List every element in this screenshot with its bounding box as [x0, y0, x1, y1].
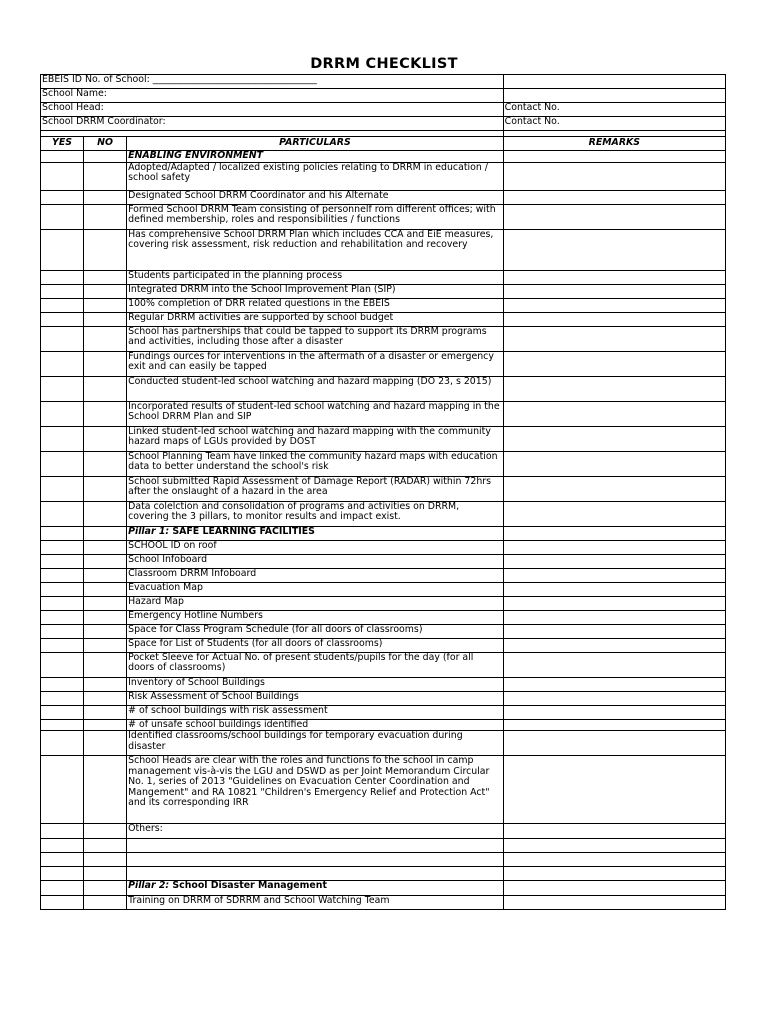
no-cell[interactable]	[84, 652, 127, 677]
checklist-row	[41, 162, 726, 190]
yes-cell[interactable]	[41, 451, 84, 476]
remarks-cell[interactable]	[503, 853, 725, 867]
header-row	[41, 137, 726, 151]
yes-cell[interactable]	[41, 151, 84, 163]
header-remarks: REMARKS	[503, 137, 725, 151]
section-label: Pillar 1:	[128, 526, 170, 537]
yes-cell[interactable]	[41, 376, 84, 401]
no-cell[interactable]	[84, 896, 127, 910]
no-cell[interactable]	[84, 624, 127, 638]
particulars-cell: Students participated in the planning process	[127, 270, 504, 284]
remarks-cell[interactable]	[503, 652, 725, 677]
yes-cell[interactable]	[41, 824, 84, 839]
particulars-cell: Pocket Sleeve for Actual No. of present students/pupils for the day (for all doors of classrooms)	[127, 652, 504, 677]
ebeis-extra-cell[interactable]	[503, 75, 725, 89]
remarks-cell[interactable]	[503, 284, 725, 298]
yes-cell[interactable]	[41, 270, 84, 284]
no-cell[interactable]	[84, 719, 127, 731]
particulars-cell: School Heads are clear with the roles and functions fo the school in camp management vis-à-vis the LGU and DSWD as per Joint Memorandum Circular No. 1, series of 2013 "Guidelines on Evacuation Center Coordination and Mangement" and RA 10821 "Children's Emergency Relief and Protection Act" and its corresponding IRR	[127, 756, 504, 824]
no-cell[interactable]	[84, 501, 127, 526]
yes-cell[interactable]	[41, 326, 84, 351]
section-row	[41, 151, 726, 163]
remarks-cell[interactable]	[503, 204, 725, 229]
no-cell[interactable]	[84, 270, 127, 284]
remarks-cell[interactable]	[503, 526, 725, 540]
remarks-cell[interactable]	[503, 624, 725, 638]
no-cell[interactable]	[84, 451, 127, 476]
remarks-cell[interactable]	[503, 270, 725, 284]
particulars-cell: Fundings ources for interventions in the aftermath of a disaster or emergency exit and can easily be tapped	[127, 351, 504, 376]
page-title: DRRM CHECKLIST	[310, 56, 458, 72]
particulars-cell: # of unsafe school buildings identified	[127, 719, 504, 731]
yes-cell[interactable]	[41, 526, 84, 540]
no-cell[interactable]	[84, 867, 127, 881]
yes-cell[interactable]	[41, 351, 84, 376]
remarks-cell[interactable]	[503, 756, 725, 824]
remarks-cell[interactable]	[503, 351, 725, 376]
no-cell[interactable]	[84, 351, 127, 376]
no-cell[interactable]	[84, 596, 127, 610]
yes-cell[interactable]	[41, 229, 84, 270]
yes-cell[interactable]	[41, 756, 84, 824]
yes-cell[interactable]	[41, 610, 84, 624]
remarks-cell[interactable]	[503, 691, 725, 705]
no-cell[interactable]	[84, 705, 127, 719]
particulars-cell: Integrated DRRM into the School Improvement Plan (SIP)	[127, 284, 504, 298]
particulars-cell	[127, 526, 504, 540]
checklist-row	[41, 719, 726, 731]
checklist-row	[41, 204, 726, 229]
checklist-row	[41, 270, 726, 284]
remarks-cell[interactable]	[503, 719, 725, 731]
checklist-row	[41, 229, 726, 270]
section-label: Pillar 2:	[128, 880, 170, 891]
ebeis-field[interactable]: EBEIS ID No. of School: ___________________________________	[41, 75, 504, 89]
checklist-row	[41, 652, 726, 677]
checklist-row	[41, 351, 726, 376]
yes-cell[interactable]	[41, 312, 84, 326]
no-cell[interactable]	[84, 476, 127, 501]
yes-cell[interactable]	[41, 568, 84, 582]
no-cell[interactable]	[84, 731, 127, 756]
checklist-row	[41, 190, 726, 204]
remarks-cell[interactable]	[503, 326, 725, 351]
remarks-cell[interactable]	[503, 151, 725, 163]
section-row	[41, 526, 726, 540]
checklist-row	[41, 501, 726, 526]
checklist-row	[41, 896, 726, 910]
particulars-cell: Linked student-led school watching and hazard mapping with the community hazard maps of LGUs provided by DOST	[127, 426, 504, 451]
no-cell[interactable]	[84, 229, 127, 270]
no-cell[interactable]	[84, 526, 127, 540]
info-row-coordinator	[41, 117, 726, 131]
no-cell[interactable]	[84, 204, 127, 229]
particulars-cell: Incorporated results of student-led school watching and hazard mapping in the School DRRM Plan and SIP	[127, 401, 504, 426]
remarks-cell[interactable]	[503, 451, 725, 476]
remarks-cell[interactable]	[503, 229, 725, 270]
remarks-cell[interactable]	[503, 298, 725, 312]
yes-cell[interactable]	[41, 204, 84, 229]
remarks-cell[interactable]	[503, 881, 725, 896]
info-row-ebeis	[41, 75, 726, 89]
section-row	[41, 881, 726, 896]
checklist-row	[41, 476, 726, 501]
particulars-cell: Hazard Map	[127, 596, 504, 610]
particulars-cell: Inventory of School Buildings	[127, 677, 504, 691]
yes-cell[interactable]	[41, 719, 84, 731]
remarks-cell[interactable]	[503, 867, 725, 881]
particulars-cell: Formed School DRRM Team consisting of personnelf rom different offices; with defined membership, roles and responsibilities / functions	[127, 204, 504, 229]
header-yes: YES	[41, 137, 84, 151]
checklist-row	[41, 376, 726, 401]
yes-cell[interactable]	[41, 691, 84, 705]
particulars-cell	[127, 881, 504, 896]
yes-cell[interactable]	[41, 839, 84, 853]
no-cell[interactable]	[84, 610, 127, 624]
yes-cell[interactable]	[41, 705, 84, 719]
remarks-cell[interactable]	[503, 162, 725, 190]
particulars-cell	[127, 853, 504, 867]
checklist-row	[41, 312, 726, 326]
checklist-row	[41, 824, 726, 839]
checklist-row	[41, 326, 726, 351]
checklist-table	[40, 74, 726, 910]
particulars-cell: Conducted student-led school watching and hazard mapping (DO 23, s 2015)	[127, 376, 504, 401]
remarks-cell[interactable]	[503, 610, 725, 624]
school-head-field[interactable]: School Head:	[41, 103, 504, 117]
info-row-school-head	[41, 103, 726, 117]
remarks-cell[interactable]	[503, 501, 725, 526]
checklist-row	[41, 284, 726, 298]
particulars-cell: Training on DRRM of SDRRM and School Watching Team	[127, 896, 504, 910]
particulars-cell: Designated School DRRM Coordinator and his Alternate	[127, 190, 504, 204]
yes-cell[interactable]	[41, 476, 84, 501]
yes-cell[interactable]	[41, 298, 84, 312]
remarks-cell[interactable]	[503, 638, 725, 652]
checklist-row	[41, 731, 726, 756]
school-name-field[interactable]: School Name:	[41, 89, 504, 103]
no-cell[interactable]	[84, 853, 127, 867]
checklist-row	[41, 596, 726, 610]
no-cell[interactable]	[84, 326, 127, 351]
yes-cell[interactable]	[41, 162, 84, 190]
no-cell[interactable]	[84, 677, 127, 691]
yes-cell[interactable]	[41, 853, 84, 867]
remarks-cell[interactable]	[503, 401, 725, 426]
particulars-cell: 100% completion of DRR related questions in the EBEIS	[127, 298, 504, 312]
yes-cell[interactable]	[41, 540, 84, 554]
particulars-cell	[127, 839, 504, 853]
yes-cell[interactable]	[41, 284, 84, 298]
yes-cell[interactable]	[41, 867, 84, 881]
checklist-row	[41, 451, 726, 476]
checklist-row	[41, 677, 726, 691]
particulars-cell: Has comprehensive School DRRM Plan which includes CCA and EiE measures, covering risk assessment, risk reduction and rehabilitation and recovery	[127, 229, 504, 270]
checklist-row	[41, 853, 726, 867]
no-cell[interactable]	[84, 151, 127, 163]
section-label: ENABLING ENVIRONMENT	[128, 150, 264, 161]
checklist-row	[41, 756, 726, 824]
checklist-row	[41, 638, 726, 652]
particulars-cell: Regular DRRM activities are supported by school budget	[127, 312, 504, 326]
yes-cell[interactable]	[41, 554, 84, 568]
no-cell[interactable]	[84, 312, 127, 326]
no-cell[interactable]	[84, 540, 127, 554]
particulars-cell: Evacuation Map	[127, 582, 504, 596]
coordinator-contact-field[interactable]: Contact No.	[503, 117, 725, 131]
yes-cell[interactable]	[41, 652, 84, 677]
checklist-row	[41, 691, 726, 705]
yes-cell[interactable]	[41, 190, 84, 204]
checklist-row	[41, 540, 726, 554]
particulars-cell: Adopted/Adapted / localized existing policies relating to DRRM in education / school safety	[127, 162, 504, 190]
no-cell[interactable]	[84, 756, 127, 824]
no-cell[interactable]	[84, 568, 127, 582]
yes-cell[interactable]	[41, 596, 84, 610]
remarks-cell[interactable]	[503, 596, 725, 610]
no-cell[interactable]	[84, 190, 127, 204]
particulars-cell: School submitted Rapid Assessment of Damage Report (RADAR) within 72hrs after the onslaught of a hazard in the area	[127, 476, 504, 501]
particulars-cell	[127, 151, 504, 163]
remarks-cell[interactable]	[503, 896, 725, 910]
yes-cell[interactable]	[41, 582, 84, 596]
checklist-row	[41, 624, 726, 638]
yes-cell[interactable]	[41, 638, 84, 652]
yes-cell[interactable]	[41, 624, 84, 638]
remarks-cell[interactable]	[503, 731, 725, 756]
particulars-cell: Emergency Hotline Numbers	[127, 610, 504, 624]
remarks-cell[interactable]	[503, 705, 725, 719]
no-cell[interactable]	[84, 638, 127, 652]
particulars-cell: SCHOOL ID on roof	[127, 540, 504, 554]
no-cell[interactable]	[84, 426, 127, 451]
school-head-contact-field[interactable]: Contact No.	[503, 103, 725, 117]
remarks-cell[interactable]	[503, 824, 725, 839]
particulars-cell	[127, 867, 504, 881]
remarks-cell[interactable]	[503, 554, 725, 568]
particulars-cell: Data colelction and consolidation of programs and activities on DRRM, covering the 3 pillars, to monitor results and impact exist.	[127, 501, 504, 526]
section-title: SAFE LEARNING FACILITIES	[169, 526, 315, 537]
no-cell[interactable]	[84, 582, 127, 596]
section-title: School Disaster Management	[169, 880, 327, 891]
no-cell[interactable]	[84, 298, 127, 312]
checklist-row	[41, 554, 726, 568]
yes-cell[interactable]	[41, 896, 84, 910]
remarks-cell[interactable]	[503, 677, 725, 691]
header-no: NO	[84, 137, 127, 151]
no-cell[interactable]	[84, 824, 127, 839]
header-particulars: PARTICULARS	[127, 137, 504, 151]
particulars-cell: Space for List of Students (for all doors of classrooms)	[127, 638, 504, 652]
no-cell[interactable]	[84, 881, 127, 896]
particulars-cell: Space for Class Program Schedule (for all doors of classrooms)	[127, 624, 504, 638]
info-row-school-name	[41, 89, 726, 103]
remarks-cell[interactable]	[503, 312, 725, 326]
no-cell[interactable]	[84, 554, 127, 568]
particulars-cell: # of school buildings with risk assessment	[127, 705, 504, 719]
checklist-row	[41, 867, 726, 881]
yes-cell[interactable]	[41, 677, 84, 691]
particulars-cell: Classroom DRRM Infoboard	[127, 568, 504, 582]
no-cell[interactable]	[84, 839, 127, 853]
coordinator-field[interactable]: School DRRM Coordinator:	[41, 117, 504, 131]
particulars-cell: Identified classrooms/school buildings for temporary evacuation during disaster	[127, 731, 504, 756]
no-cell[interactable]	[84, 162, 127, 190]
remarks-cell[interactable]	[503, 582, 725, 596]
particulars-cell: School Infoboard	[127, 554, 504, 568]
particulars-cell: Others:	[127, 824, 504, 839]
yes-cell[interactable]	[41, 881, 84, 896]
no-cell[interactable]	[84, 284, 127, 298]
checklist-row	[41, 298, 726, 312]
checklist-row	[41, 568, 726, 582]
yes-cell[interactable]	[41, 501, 84, 526]
remarks-cell[interactable]	[503, 426, 725, 451]
remarks-cell[interactable]	[503, 839, 725, 853]
yes-cell[interactable]	[41, 426, 84, 451]
remarks-cell[interactable]	[503, 476, 725, 501]
particulars-cell: School has partnerships that could be tapped to support its DRRM programs and activities, including those after a disaster	[127, 326, 504, 351]
remarks-cell[interactable]	[503, 190, 725, 204]
yes-cell[interactable]	[41, 731, 84, 756]
remarks-cell[interactable]	[503, 540, 725, 554]
no-cell[interactable]	[84, 401, 127, 426]
checklist-row	[41, 839, 726, 853]
checklist-row	[41, 401, 726, 426]
checklist-row	[41, 426, 726, 451]
no-cell[interactable]	[84, 691, 127, 705]
no-cell[interactable]	[84, 376, 127, 401]
particulars-cell: School Planning Team have linked the community hazard maps with education data to better understand the school's risk	[127, 451, 504, 476]
remarks-cell[interactable]	[503, 568, 725, 582]
checklist-row	[41, 582, 726, 596]
remarks-cell[interactable]	[503, 376, 725, 401]
checklist-row	[41, 705, 726, 719]
school-name-extra-cell[interactable]	[503, 89, 725, 103]
yes-cell[interactable]	[41, 401, 84, 426]
particulars-cell: Risk Assessment of School Buildings	[127, 691, 504, 705]
checklist-row	[41, 610, 726, 624]
